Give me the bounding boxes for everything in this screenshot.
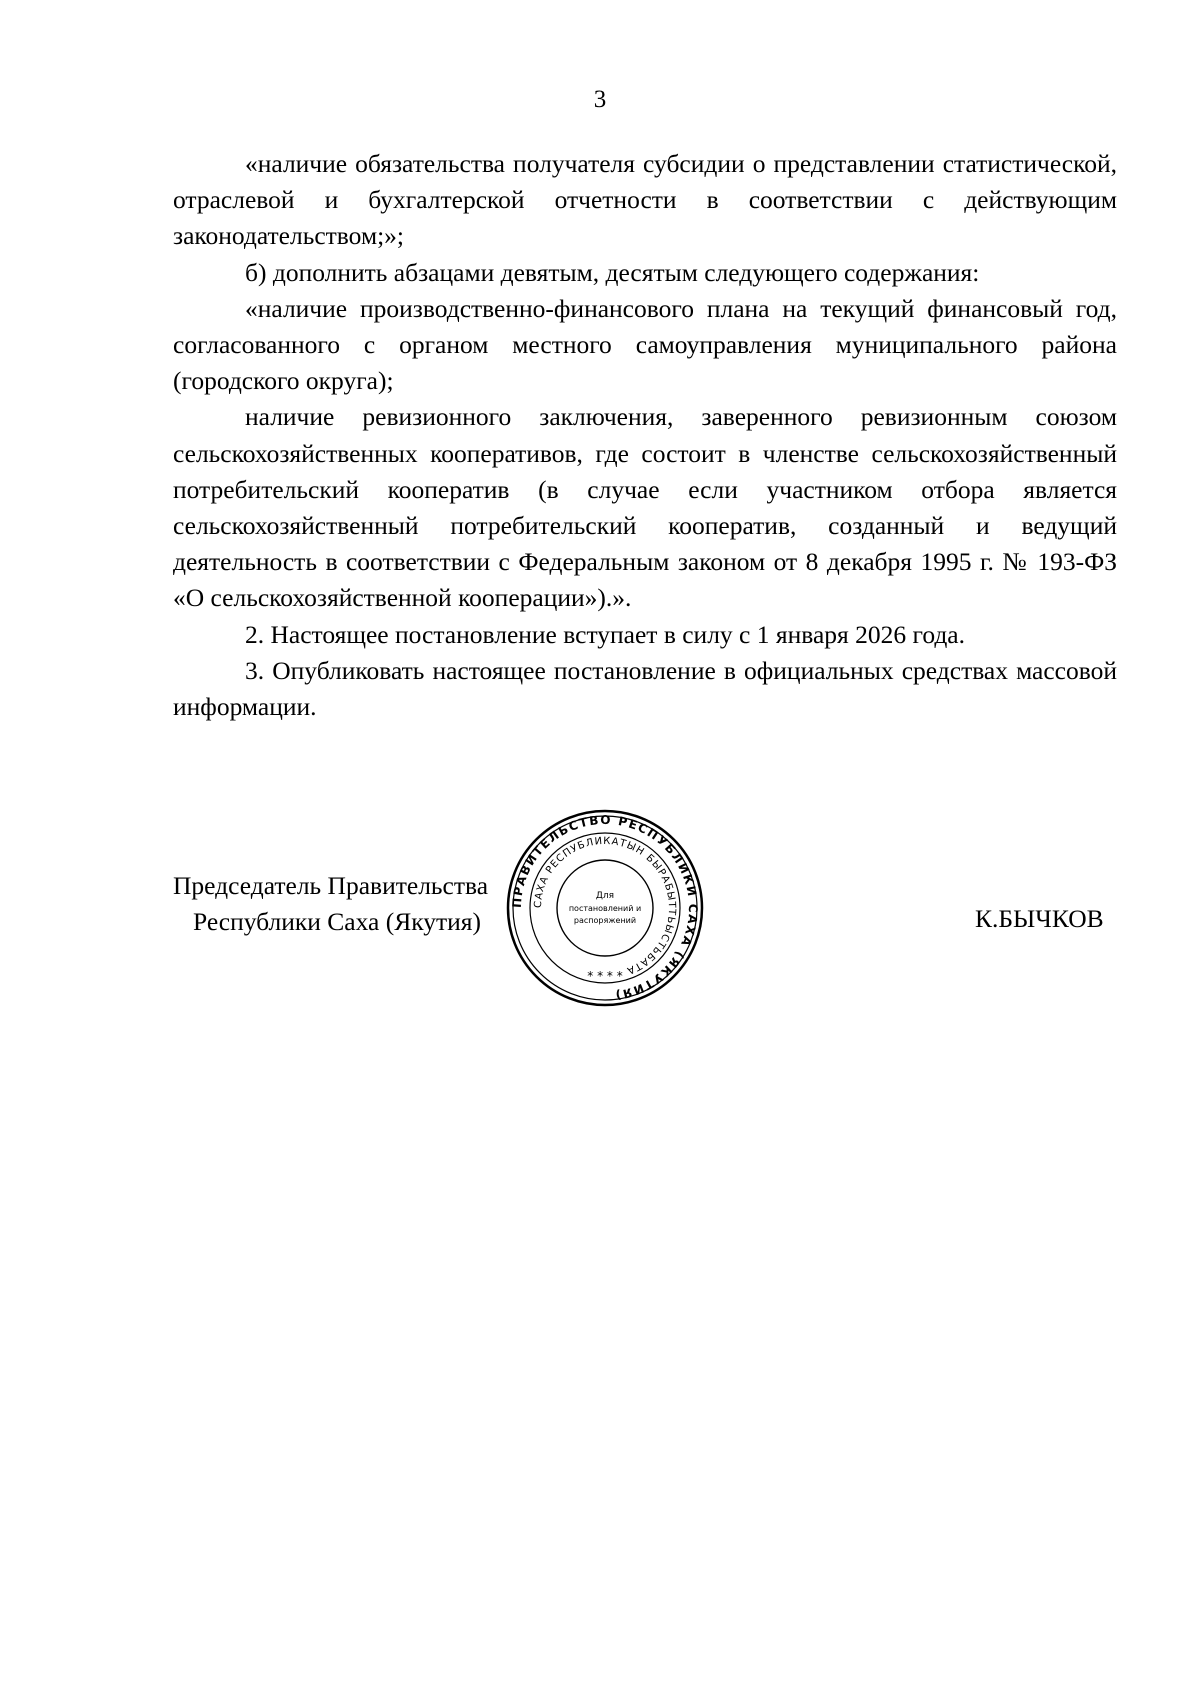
signature-title-line2: Республики Саха (Якутия) (193, 907, 482, 936)
paragraph-audit-conclusion: наличие ревизионного заключения, заверенного ревизионным союзом сельскохозяйственных кооперативов, где состоит в членстве сельскохозяйственный потребительский кооператив (в случае если участником отбора является сельскохозяйственный потребительский кооператив, созданный и ведущий деятельность в соответствии с Федеральным законом от 8 декабря 1995 г. № 193-ФЗ (173, 402, 1117, 577)
paragraph-publication: 3. Опубликовать настоящее постановление в официальных средствах массовой информации. (173, 655, 1117, 722)
official-seal-stamp (505, 808, 705, 1008)
stamp-stars: * * * * (587, 969, 623, 983)
signer-name: К.БЫЧКОВ (975, 904, 1104, 933)
document-body (173, 146, 1117, 725)
signature-title-line1: Председатель Правительства (173, 871, 489, 900)
paragraph-obligation: «наличие обязательства получателя субсидии о представлении статистической, отраслевой и бухгалтерской отчетности в соответствии с действующим законодательством;»; (173, 149, 1117, 251)
paragraph-amendment-b: б) дополнить абзацами девятым, десятым следующего содержания: (245, 257, 980, 287)
page-number: 3 (593, 86, 607, 113)
stamp-center-line3: распоряжений (573, 916, 637, 925)
paragraph-cooperation-law: «О сельскохозяйственной кооперации»).». (173, 583, 632, 613)
signature-title (173, 868, 488, 940)
stamp-center-line2: постановлений и (568, 904, 642, 913)
stamp-center-line1: Для (595, 891, 615, 901)
stamp-outer-text: ПРАВИТЕЛЬСТВО РЕСПУБЛИКИ САХА (ЯКУТИЯ) (509, 812, 701, 1003)
paragraph-effective-date: 2. Настоящее постановление вступает в силу с 1 января 2026 года. (245, 619, 966, 649)
stamp-inner-text: САХА РЕСПУБЛИКАТЫН БЫРАБЫТТЬЫСТЬБАТА (532, 835, 678, 977)
paragraph-production-plan: «наличие производственно-финансового плана на текущий финансовый год, согласованного с органом местного самоуправления муниципального района (городского округа); (173, 293, 1117, 396)
